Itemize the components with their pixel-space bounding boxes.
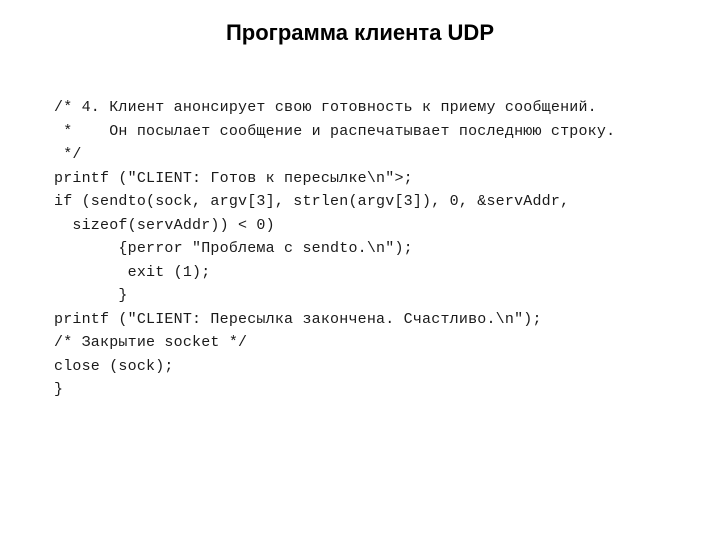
code-line: if (sendto(sock, argv[3], strlen(argv[3]), 0, &servAddr, [54, 193, 570, 210]
code-listing [54, 96, 694, 402]
code-line: close (sock); [54, 357, 174, 375]
slide-title: Программа клиента UDP [225, 20, 494, 45]
code-line: /* 4. Клиент анонсирует свою готовность к приему сообщений. [54, 99, 597, 116]
code-line: exit (1); [54, 263, 211, 281]
code-line: */ [54, 146, 82, 163]
code-line: printf ("CLIENT: Готов к пересылке\n">; [54, 169, 413, 187]
code-line: {perror "Проблема с sendto.\n"); [54, 240, 413, 257]
code-line: } [54, 381, 64, 398]
code-line: } [54, 287, 128, 304]
code-line: * Он посылает сообщение и распечатывает последнюю строку. [54, 122, 616, 140]
code-line: printf ("CLIENT: Пересылка закончена. Счастливо.\n"); [54, 310, 542, 328]
code-line: sizeof(servAddr)) < 0) [54, 216, 275, 234]
code-line: /* Закрытие socket */ [54, 334, 248, 351]
